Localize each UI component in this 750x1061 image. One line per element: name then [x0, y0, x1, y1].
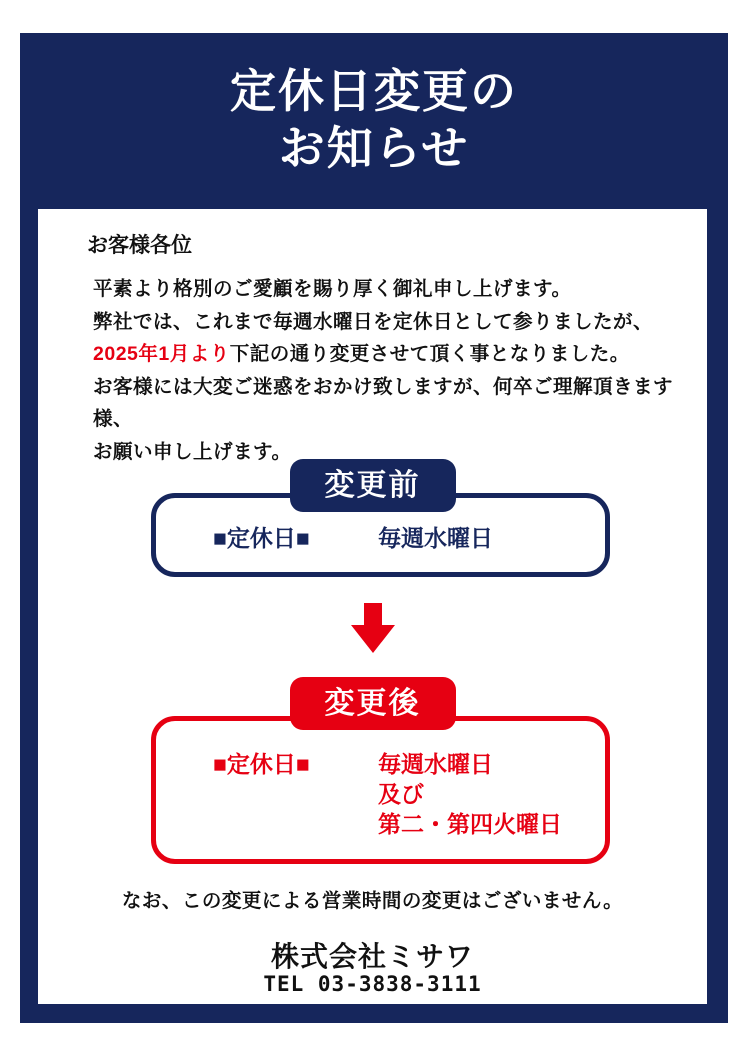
after-holiday-value-line: 第二・第四火曜日 — [378, 811, 562, 837]
title-line-2: お知らせ — [278, 122, 470, 174]
body-line: 平素より格別のご愛顧を賜り厚く御礼申し上げます。 — [93, 278, 572, 300]
company-name: 株式会社ミサワ — [270, 941, 474, 972]
after-change-section — [38, 677, 707, 867]
body-line — [93, 338, 707, 371]
body-line: 弊社では、これまで毎週水曜日を定休日として参りましたが、 — [93, 310, 654, 333]
body-line: お客様には大変ご迷惑をおかけ致しますが、何卒ご理解頂きます様、 — [93, 375, 674, 430]
after-holiday-values — [378, 749, 562, 839]
salutation: お客様各位 — [87, 234, 192, 257]
down-arrow-icon — [38, 603, 707, 653]
body-paragraph — [93, 273, 707, 468]
body-line-rest: 下記の通り変更させて頂く事となりました。 — [229, 343, 630, 365]
before-badge: 変更前 — [290, 459, 456, 512]
after-holiday-label: ■定休日■ — [213, 751, 310, 777]
after-holiday-value-line: 及び — [378, 781, 424, 807]
after-badge: 変更後 — [290, 677, 456, 730]
phone-number: TEL 03-3838-3111 — [263, 972, 482, 996]
page-title — [20, 63, 728, 177]
navy-frame — [20, 33, 728, 1023]
body-line: お願い申し上げます。 — [93, 440, 292, 463]
effective-date-highlight: 2025年1月より — [93, 343, 230, 365]
after-holiday-value-line: 毎週水曜日 — [378, 751, 493, 777]
after-box — [151, 716, 610, 864]
business-hours-note: なお、この変更による営業時間の変更はございません。 — [121, 890, 624, 912]
title-line-1: 定休日変更の — [230, 65, 518, 117]
before-holiday-label: ■定休日■ — [213, 525, 310, 551]
content-card — [38, 209, 707, 1004]
before-holiday-value: 毎週水曜日 — [378, 525, 493, 551]
